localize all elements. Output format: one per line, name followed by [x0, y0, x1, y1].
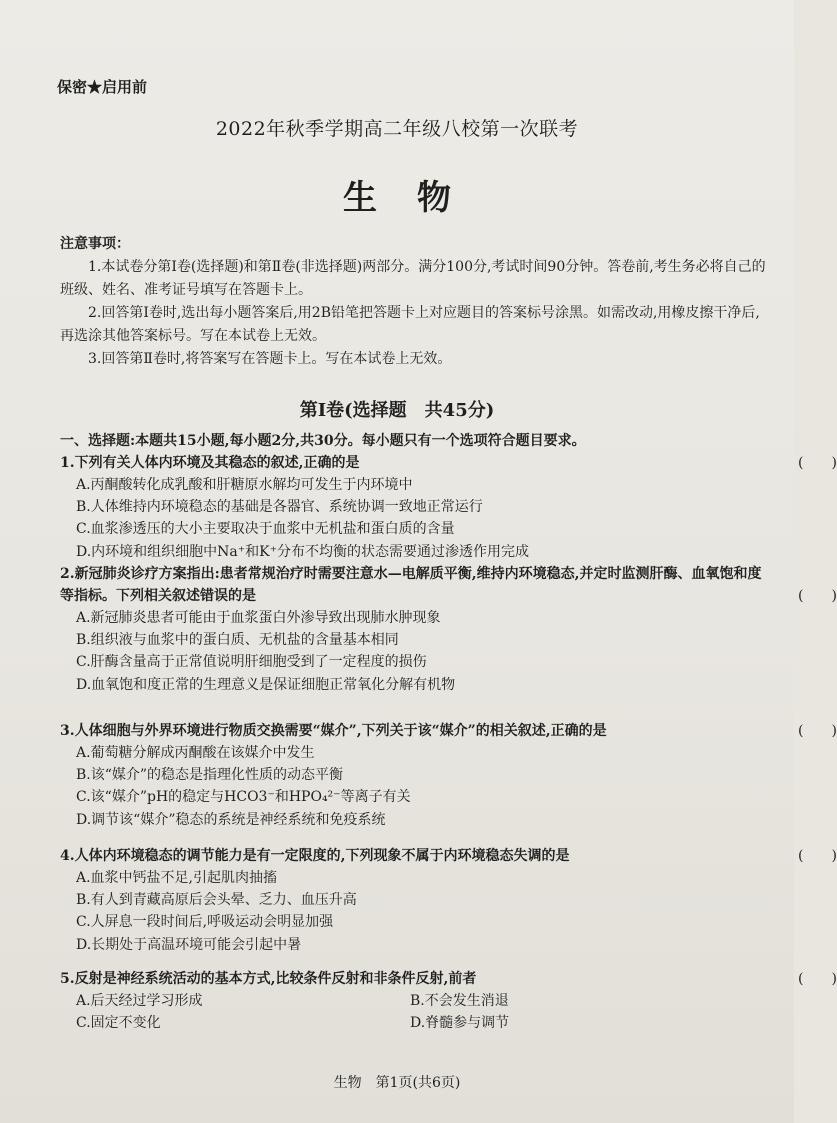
- page-footer: 生物 第1页(共6页): [333, 1075, 461, 1091]
- option-b: B.有人到青藏高原后会头晕、乏力、血压升高: [76, 892, 357, 909]
- notes-heading: 注意事项：: [60, 236, 130, 252]
- question-stem: 4.人体内环境稳态的调节能力是有一定限度的,下列现象不属于内环境稳态失调的是: [60, 848, 570, 864]
- option-c: C.固定不变化: [76, 1015, 161, 1032]
- question-stem: 3.人体细胞与外界环境进行物质交换需要“媒介”,下列关于该“媒介”的相关叙述,正确的是: [60, 723, 607, 739]
- note-item-3: 3.回答第Ⅱ卷时,将答案写在答题卡上。写在本试卷上无效。: [88, 351, 452, 367]
- answer-paren: ( ): [798, 455, 837, 471]
- volume-title: 第Ⅰ卷(选择题 共45分): [299, 400, 495, 421]
- option-b: B.该“媒介”的稳态是指理化性质的动态平衡: [76, 767, 344, 784]
- option-c: C.血浆渗透压的大小主要取决于血浆中无机盐和蛋白质的含量: [76, 521, 455, 538]
- option-b: B.组织液与血浆中的蛋白质、无机盐的含量基本相同: [76, 632, 399, 649]
- question-3: [60, 720, 837, 831]
- option-d: D.脊髓参与调节: [410, 1015, 510, 1032]
- option-d: D.内环境和组织细胞中Na⁺和K⁺分布不均衡的状态需要通过渗透作用完成: [76, 543, 530, 560]
- option-c: C.该“媒介”pH的稳定与HCO3⁻和HPO₄²⁻等离子有关: [76, 789, 411, 806]
- option-a: A.后天经过学习形成: [76, 993, 203, 1009]
- question-4: [60, 845, 837, 956]
- subject-title: 生物: [343, 178, 491, 218]
- answer-paren: ( ): [798, 971, 837, 987]
- option-a: A.葡萄糖分解成丙酮酸在该媒介中发生: [76, 745, 315, 761]
- option-a: A.丙酮酸转化成乳酸和肝糖原水解均可发生于内环境中: [76, 477, 413, 493]
- option-a: A.血浆中钙盐不足,引起肌肉抽搐: [76, 870, 278, 886]
- answer-paren: ( ): [798, 588, 837, 604]
- option-b: B.人体维持内环境稳态的基础是各器官、系统协调一致地正常运行: [76, 499, 483, 516]
- option-d: D.血氧饱和度正常的生理意义是保证细胞正常氧化分解有机物: [76, 676, 456, 693]
- option-row: [60, 1012, 765, 1034]
- note-item-1: 1.本试卷分第Ⅰ卷(选择题)和第Ⅱ卷(非选择题)两部分。满分100分,考试时间90分钟。答卷前,考生务必将自己的班级、姓名、准考证号填写在答题卡上。: [60, 259, 766, 298]
- option-a: A.新冠肺炎患者可能由于血浆蛋白外渗导致出现肺水肿现象: [76, 610, 441, 626]
- question-stem: 1.下列有关人体内环境及其稳态的叙述,正确的是: [60, 455, 360, 471]
- option-d: D.调节该“媒介”稳态的系统是神经系统和免疫系统: [76, 811, 386, 828]
- answer-paren: ( ): [798, 723, 837, 739]
- option-c: C.人屏息一段时间后,呼吸运动会明显加强: [76, 914, 334, 931]
- option-c: C.肝酶含量高于正常值说明肝细胞受到了一定程度的损伤: [76, 654, 427, 671]
- option-b: B.不会发生消退: [410, 993, 509, 1009]
- question-1: [60, 452, 837, 563]
- question-stem: 5.反射是神经系统活动的基本方式,比较条件反射和非条件反射,前者: [60, 971, 477, 987]
- question-stem: 2.新冠肺炎诊疗方案指出:患者常规治疗时需要注意水—电解质平衡,维持内环境稳态,并定时监测肝酶、血氧饱和度等指标。下列相关叙述错误的是: [60, 566, 762, 604]
- question-5: [60, 968, 837, 1034]
- question-2: [60, 563, 837, 696]
- exam-title: 2022年秋季学期高二年级八校第一次联考: [215, 118, 579, 140]
- confidential-label: 保密★启用前: [57, 78, 148, 96]
- answer-paren: ( ): [798, 848, 837, 864]
- section-heading: 一、选择题:本题共15小题,每小题2分,共30分。每小题只有一个选项符合题目要求。: [60, 433, 586, 449]
- option-row: [60, 990, 765, 1012]
- note-item-2: 2.回答第Ⅰ卷时,选出每小题答案后,用2B铅笔把答题卡上对应题目的答案标号涂黑。如需改动,用橡皮擦干净后,再选涂其他答案标号。写在本试卷上无效。: [60, 305, 760, 344]
- option-d: D.长期处于高温环境可能会引起中暑: [76, 936, 302, 953]
